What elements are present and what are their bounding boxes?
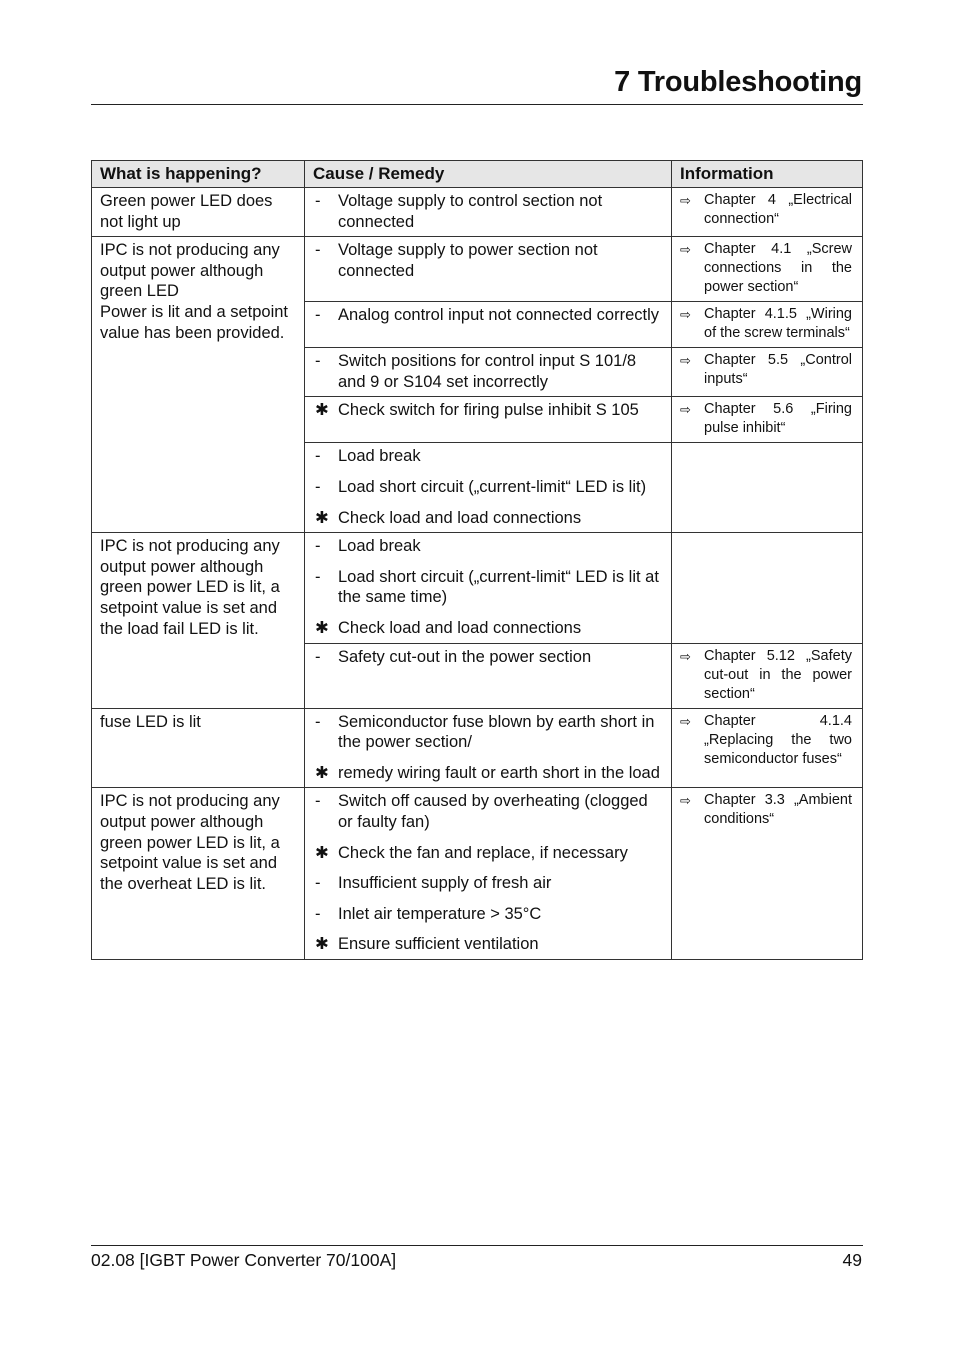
cause-item (313, 873, 663, 894)
information-cell (672, 533, 863, 643)
symptom-cell (92, 533, 305, 708)
symptom-text: IPC is not producing any output power although green power LED is lit, a setpoint value is set and the overheat LED is lit. (100, 792, 280, 893)
dash-marker: - (315, 647, 321, 666)
cause-item (313, 191, 663, 232)
table-header-row (92, 161, 863, 188)
information-cell (672, 788, 863, 960)
page-title: 7 Troubleshooting (614, 66, 862, 98)
cause-item (313, 240, 663, 281)
cause-text: Check load and load connections (338, 618, 582, 637)
dash-marker: - (315, 874, 321, 893)
table-row (92, 533, 863, 643)
page-number: 49 (842, 1250, 862, 1270)
symptom-cell (92, 188, 305, 237)
cause-text: Safety cut-out in the power section (338, 647, 592, 666)
remedy-item (313, 400, 663, 421)
cause-remedy-cell (305, 643, 672, 708)
information-cell (672, 188, 863, 237)
table-row (92, 708, 863, 788)
cause-text: Load short circuit („current-limit“ LED is lit at the same time) (338, 567, 659, 607)
cause-text: Load break (338, 447, 421, 466)
arrow-right-icon: ⇨ (680, 793, 691, 809)
column-header-what: What is happening? (92, 161, 305, 188)
chapter-reference-text: Chapter 5.5 „Control inputs“ (704, 352, 852, 388)
information-reference (680, 191, 852, 229)
arrow-right-icon: ⇨ (680, 713, 691, 729)
remedy-item (313, 508, 663, 529)
column-header-information: Information (672, 161, 863, 188)
cause-item (313, 567, 663, 608)
symptom-cell (92, 237, 305, 533)
information-reference (680, 240, 852, 297)
dash-marker: - (315, 192, 321, 210)
information-reference (680, 647, 852, 704)
cause-text: Ensure sufficient ventilation (338, 935, 539, 954)
remedy-item (313, 618, 663, 639)
cause-item (313, 351, 663, 392)
chapter-reference-text: Chapter 5.12 „Safety cut-out in the power section“ (704, 647, 852, 702)
cause-item (313, 305, 663, 326)
cause-remedy-cell (305, 397, 672, 443)
information-reference (680, 712, 852, 769)
cause-remedy-cell (305, 348, 672, 397)
cause-item (313, 477, 663, 498)
remedy-item (313, 843, 663, 864)
information-cell (672, 397, 863, 443)
cause-item (313, 712, 663, 753)
table-row (92, 188, 863, 237)
cause-remedy-cell (305, 443, 672, 533)
cause-text: Check load and load connections (338, 508, 582, 527)
information-reference (680, 351, 852, 389)
cause-text: Switch off caused by overheating (clogged or faulty fan) (338, 792, 648, 831)
asterisk-icon: ✱ (315, 618, 329, 637)
header-divider (91, 104, 863, 105)
cause-text: Load short circuit („current-limit“ LED is lit) (338, 477, 647, 496)
cause-text: remedy wiring fault or earth short in the load (338, 763, 660, 782)
information-reference (680, 400, 852, 438)
cause-text: Voltage supply to control section not connected (338, 192, 603, 231)
cause-item (313, 647, 663, 668)
arrow-right-icon: ⇨ (680, 193, 691, 208)
arrow-right-icon: ⇨ (680, 648, 691, 664)
cause-item (313, 536, 663, 557)
asterisk-icon: ✱ (315, 843, 329, 862)
cause-text: Inlet air temperature > 35°C (338, 904, 542, 923)
table-row (92, 237, 863, 302)
information-cell (672, 643, 863, 708)
cause-text: Load break (338, 537, 421, 556)
cause-remedy-cell (305, 237, 672, 302)
chapter-reference-text: Chapter 4.1.5 „Wiring of the screw terminals“ (704, 306, 852, 342)
information-cell (672, 302, 863, 348)
dash-marker: - (315, 352, 321, 371)
dash-marker: - (315, 712, 321, 731)
cause-text: Switch positions for control input S 101/8 and 9 or S104 set incorrectly (338, 352, 637, 391)
cause-remedy-cell (305, 188, 672, 237)
cause-text: Insufficient supply of fresh air (338, 874, 552, 893)
information-reference (680, 791, 852, 829)
cause-text: Voltage supply to power section not connected (338, 241, 598, 280)
asterisk-icon: ✱ (315, 508, 329, 527)
remedy-item (313, 763, 663, 784)
arrow-right-icon: ⇨ (680, 242, 691, 258)
information-cell (672, 237, 863, 302)
asterisk-icon: ✱ (315, 935, 329, 954)
symptom-text: IPC is not producing any output power although green power LED is lit, a setpoint value is set and the load fail LED is lit. (100, 537, 280, 638)
dash-marker: - (315, 306, 321, 325)
asterisk-icon: ✱ (315, 763, 329, 782)
column-header-cause: Cause / Remedy (305, 161, 672, 188)
symptom-cell (92, 788, 305, 960)
cause-item (313, 904, 663, 925)
table-row (92, 788, 863, 960)
information-cell (672, 443, 863, 533)
chapter-reference-text: Chapter 4 „Electrical connection“ (704, 192, 852, 227)
information-cell (672, 708, 863, 788)
troubleshooting-table (91, 160, 863, 960)
asterisk-icon: ✱ (315, 401, 329, 420)
footer-document-title: 02.08 [IGBT Power Converter 70/100A] (91, 1250, 397, 1270)
dash-marker: - (315, 447, 321, 466)
symptom-text: Green power LED does not light up (100, 192, 273, 231)
dash-marker: - (315, 792, 321, 811)
dash-marker: - (315, 241, 321, 260)
cause-text: Check switch for firing pulse inhibit S 105 (338, 401, 639, 420)
information-cell (672, 348, 863, 397)
chapter-reference-text: Chapter 4.1 „Screw connections in the power section“ (704, 241, 852, 296)
cause-remedy-cell (305, 788, 672, 960)
dash-marker: - (315, 567, 321, 586)
table-body (92, 188, 863, 960)
cause-item (313, 446, 663, 467)
cause-remedy-cell (305, 708, 672, 788)
footer-divider (91, 1245, 863, 1246)
dash-marker: - (315, 477, 321, 496)
symptom-text: fuse LED is lit (100, 712, 201, 731)
chapter-reference-text: Chapter 5.6 „Firing pulse inhibit“ (704, 401, 852, 437)
symptom-cell (92, 708, 305, 788)
cause-text: Semiconductor fuse blown by earth short in the power section/ (338, 712, 655, 752)
arrow-right-icon: ⇨ (680, 353, 691, 369)
cause-text: Check the fan and replace, if necessary (338, 843, 628, 862)
cause-text: Analog control input not connected correctly (338, 306, 660, 325)
cause-item (313, 791, 663, 832)
chapter-reference-text: Chapter 3.3 „Ambient conditions“ (704, 792, 852, 828)
dash-marker: - (315, 537, 321, 556)
cause-remedy-cell (305, 533, 672, 643)
symptom-text: Power is lit and a setpoint value has been provided. (100, 302, 289, 342)
arrow-right-icon: ⇨ (680, 402, 691, 418)
cause-remedy-cell (305, 302, 672, 348)
symptom-text: IPC is not producing any output power although green LED (100, 241, 280, 301)
dash-marker: - (315, 904, 321, 923)
information-reference (680, 305, 852, 343)
remedy-item (313, 934, 663, 955)
chapter-reference-text: Chapter 4.1.4 „Replacing the two semiconductor fuses“ (704, 712, 852, 767)
arrow-right-icon: ⇨ (680, 307, 691, 323)
